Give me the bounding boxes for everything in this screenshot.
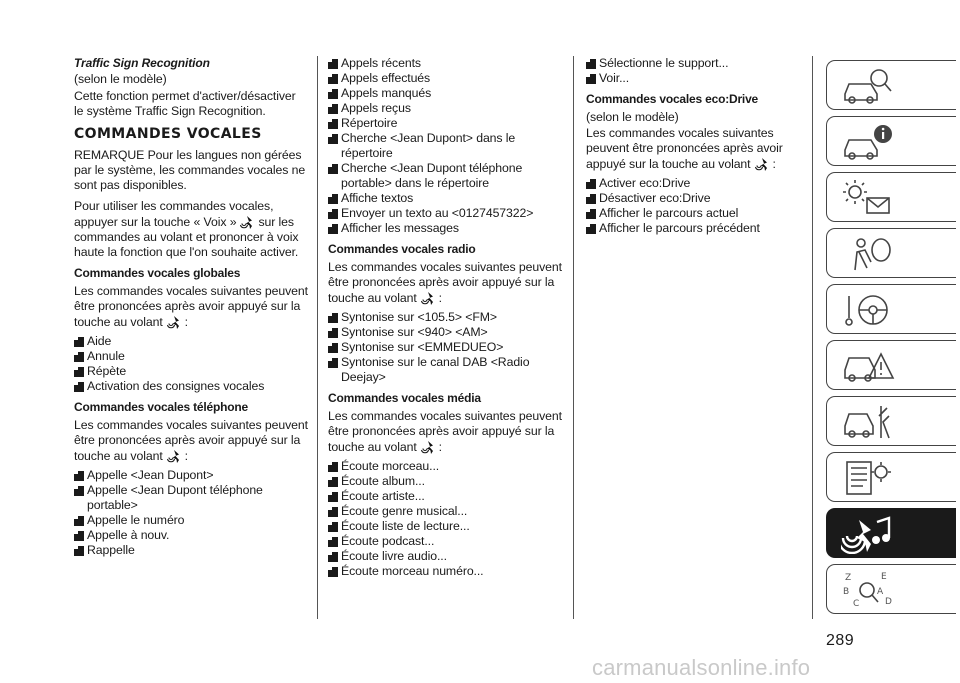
bullet-icon: [328, 164, 338, 174]
list-item-text: Écoute livre audio...: [341, 549, 447, 563]
bullet-icon: [586, 74, 596, 84]
svg-text:C: C: [853, 599, 860, 609]
bullet-icon: [586, 194, 596, 204]
list-item: [328, 504, 564, 519]
global-commands-list: [74, 334, 308, 394]
tab-specs-gear[interactable]: [826, 452, 956, 502]
list-item: [586, 56, 798, 71]
bullet-icon: [74, 471, 84, 481]
tab-steering-key[interactable]: [826, 284, 956, 334]
list-item: [74, 543, 308, 558]
specs-gear-icon: [841, 458, 895, 498]
list-item-text: Sélectionne le support...: [599, 56, 729, 70]
list-item-text: Appels effectués: [341, 71, 431, 85]
list-item-text: Activation des consignes vocales: [87, 379, 265, 393]
list-item-text: Appelle <Jean Dupont téléphone portable>: [87, 483, 263, 512]
list-item-text: Syntonise sur <105.5> <FM>: [341, 310, 497, 324]
bullet-icon: [74, 367, 84, 377]
bullet-icon: [328, 462, 338, 472]
list-item-text: Écoute album...: [341, 474, 425, 488]
tab-car-tools[interactable]: [826, 396, 956, 446]
phone-intro: Les commandes vocales suivantes peuvent être prononcées après avoir appuyé sur la touche au volant: [74, 418, 308, 463]
list-item-text: Afficher les messages: [341, 221, 459, 235]
bullet-icon: [328, 89, 338, 99]
usage-before: Pour utiliser les commandes vocales, appuyer sur la touche « Voix »: [74, 199, 274, 229]
list-item-text: Affiche textos: [341, 191, 414, 205]
bullet-icon: [74, 486, 84, 496]
bullet-icon: [586, 59, 596, 69]
radio-intro: Les commandes vocales suivantes peuvent être prononcées après avoir appuyé sur la touche au volant: [328, 260, 562, 305]
colon: :: [184, 449, 188, 463]
column-divider-3: [812, 56, 813, 619]
media-intro: Les commandes vocales suivantes peuvent être prononcées après avoir appuyé sur la touche au volant: [328, 409, 562, 454]
list-item-text: Activer eco:Drive: [599, 176, 691, 190]
tab-lights-message[interactable]: [826, 172, 956, 222]
list-item: [586, 221, 798, 236]
remark: REMARQUE Pour les langues non gérées par le système, les commandes vocales ne sont pas disponibles.: [74, 148, 306, 192]
column-1: [74, 56, 308, 564]
global-commands-title: Commandes vocales globales: [74, 266, 241, 280]
tsr-description: Cette fonction permet d'activer/désactiver le système Traffic Sign Recognition.: [74, 89, 296, 118]
steering-key-icon: [841, 290, 895, 330]
airbag-seatbelt-icon: [841, 234, 895, 274]
list-item-text: Désactiver eco:Drive: [599, 191, 711, 205]
eco-model: (selon le modèle): [586, 110, 679, 124]
list-item-text: Appels reçus: [341, 101, 411, 115]
list-item: [328, 116, 564, 131]
list-item-text: Appelle le numéro: [87, 513, 185, 527]
voice-icon: [166, 448, 182, 464]
tab-car-info[interactable]: [826, 116, 956, 166]
colon: :: [184, 315, 188, 329]
list-item: [328, 549, 564, 564]
column-2: [328, 56, 564, 585]
bullet-icon: [74, 531, 84, 541]
list-item-text: Appelle <Jean Dupont>: [87, 468, 214, 482]
media-commands-title: Commandes vocales média: [328, 391, 481, 405]
list-item-text: Afficher le parcours précédent: [599, 221, 760, 235]
list-item-text: Appels manqués: [341, 86, 432, 100]
alphabet-index-icon: [841, 570, 895, 610]
list-item: [328, 325, 564, 340]
list-item-text: Afficher le parcours actuel: [599, 206, 739, 220]
list-item: [328, 131, 564, 161]
phone-commands-list: [74, 468, 308, 558]
list-item-text: Écoute liste de lecture...: [341, 519, 470, 533]
list-item: [328, 191, 564, 206]
bullet-icon: [328, 567, 338, 577]
list-item-text: Écoute morceau numéro...: [341, 564, 484, 578]
list-item: [586, 206, 798, 221]
bullet-icon: [328, 507, 338, 517]
list-item: [328, 355, 564, 385]
bullet-icon: [328, 134, 338, 144]
list-item: [328, 489, 564, 504]
tab-alphabet-index[interactable]: [826, 564, 956, 614]
lights-message-icon: [841, 178, 895, 218]
list-item: [586, 71, 798, 86]
tab-airbag-seatbelt[interactable]: [826, 228, 956, 278]
list-item: [328, 459, 564, 474]
car-info-icon: [841, 122, 895, 162]
bullet-icon: [328, 74, 338, 84]
voice-icon: [754, 156, 770, 172]
svg-text:D: D: [885, 597, 892, 607]
bullet-icon: [328, 104, 338, 114]
tab-car-warning[interactable]: [826, 340, 956, 390]
global-intro: Les commandes vocales suivantes peuvent être prononcées après avoir appuyé sur la touche au volant: [74, 284, 308, 329]
list-item-text: Aide: [87, 334, 112, 348]
colon: :: [772, 157, 776, 171]
car-search-icon: [841, 66, 895, 106]
list-item: [328, 564, 564, 579]
list-item-text: Annule: [87, 349, 125, 363]
list-item-text: Répète: [87, 364, 127, 378]
media-intro-paragraph: [328, 409, 564, 455]
bullet-icon: [586, 209, 596, 219]
bullet-icon: [328, 209, 338, 219]
list-item-text: Répertoire: [341, 116, 398, 130]
bullet-icon: [328, 537, 338, 547]
list-item-text: Envoyer un texto au <0127457322>: [341, 206, 534, 220]
phone-commands-list-continued: [328, 56, 564, 236]
bullet-icon: [328, 522, 338, 532]
list-item-text: Écoute podcast...: [341, 534, 435, 548]
bullet-icon: [328, 552, 338, 562]
tsr-title: Traffic Sign Recognition: [74, 56, 210, 70]
list-item: [328, 71, 564, 86]
colon: :: [438, 291, 442, 305]
list-item-text: Écoute genre musical...: [341, 504, 468, 518]
bullet-icon: [328, 224, 338, 234]
column-3: [586, 56, 798, 242]
bullet-icon: [328, 194, 338, 204]
bullet-icon: [328, 59, 338, 69]
list-item: [328, 340, 564, 355]
svg-text:B: B: [843, 587, 850, 597]
column-divider-1: [317, 56, 318, 619]
eco-intro: Les commandes vocales suivantes peuvent être prononcées après avoir appuyé sur la touche au volant: [586, 126, 783, 171]
media-commands-list: [328, 459, 564, 579]
list-item-text: Appels récents: [341, 56, 421, 70]
list-item: [328, 101, 564, 116]
list-item: [328, 56, 564, 71]
list-item-text: Cherche <Jean Dupont> dans le répertoire: [341, 131, 516, 160]
bullet-icon: [586, 224, 596, 234]
bullet-icon: [586, 179, 596, 189]
usage-after: sur les commandes au volant et prononcer à voix haute la fonction que l'on souhaite activer.: [74, 215, 299, 259]
list-item: [74, 334, 308, 349]
bullet-icon: [74, 352, 84, 362]
list-item-text: Syntonise sur le canal DAB <Radio Deejay>: [341, 355, 530, 384]
list-item-text: Écoute morceau...: [341, 459, 440, 473]
bullet-icon: [74, 546, 84, 556]
list-item: [328, 519, 564, 534]
tab-voice-music[interactable]: [826, 508, 956, 558]
section-title: COMMANDES VOCALES: [74, 126, 262, 142]
radio-commands-title: Commandes vocales radio: [328, 242, 476, 256]
voice-icon: [239, 214, 255, 230]
voice-icon: [420, 290, 436, 306]
list-item: [74, 349, 308, 364]
list-item-text: Appelle à nouv.: [87, 528, 170, 542]
column-divider-2: [573, 56, 574, 619]
bullet-icon: [74, 337, 84, 347]
list-item: [328, 161, 564, 191]
car-warning-icon: [841, 346, 895, 386]
colon: :: [438, 440, 442, 454]
list-item-text: Voir...: [599, 71, 630, 85]
list-item: [74, 483, 308, 513]
svg-text:E: E: [881, 572, 887, 582]
tab-car-search[interactable]: [826, 60, 956, 110]
svg-text:A: A: [877, 587, 884, 597]
radio-commands-list: [328, 310, 564, 385]
media-commands-list-continued: [586, 56, 798, 86]
radio-intro-paragraph: [328, 260, 564, 306]
car-tools-icon: [841, 402, 895, 442]
list-item: [586, 191, 798, 206]
list-item: [328, 474, 564, 489]
watermark: carmanualsonline.info: [592, 655, 811, 680]
list-item: [586, 176, 798, 191]
usage-paragraph: [74, 199, 308, 260]
list-item: [328, 206, 564, 221]
list-item-text: Écoute artiste...: [341, 489, 425, 503]
list-item: [328, 86, 564, 101]
page-number: 289: [826, 632, 855, 649]
eco-drive-commands-list: [586, 176, 798, 236]
eco-drive-commands-title: Commandes vocales eco:Drive: [586, 92, 759, 106]
list-item: [74, 364, 308, 379]
bullet-icon: [328, 328, 338, 338]
list-item: [74, 513, 308, 528]
bullet-icon: [328, 343, 338, 353]
bullet-icon: [328, 492, 338, 502]
bullet-icon: [328, 358, 338, 368]
bullet-icon: [328, 313, 338, 323]
list-item: [328, 221, 564, 236]
bullet-icon: [74, 382, 84, 392]
voice-icon: [166, 314, 182, 330]
list-item-text: Rappelle: [87, 543, 135, 557]
bullet-icon: [74, 516, 84, 526]
phone-intro-paragraph: [74, 418, 308, 464]
voice-music-icon: [841, 514, 895, 554]
tsr-model: (selon le modèle): [74, 72, 167, 86]
list-item-text: Syntonise sur <940> <AM>: [341, 325, 488, 339]
list-item: [74, 528, 308, 543]
voice-icon: [420, 439, 436, 455]
list-item: [328, 534, 564, 549]
list-item: [328, 310, 564, 325]
list-item: [74, 468, 308, 483]
bullet-icon: [328, 119, 338, 129]
list-item: [74, 379, 308, 394]
phone-commands-title: Commandes vocales téléphone: [74, 400, 248, 414]
global-intro-paragraph: [74, 284, 308, 330]
bullet-icon: [328, 477, 338, 487]
eco-intro-paragraph: [586, 126, 798, 172]
svg-text:Z: Z: [845, 573, 852, 583]
list-item-text: Cherche <Jean Dupont téléphone portable> dans le répertoire: [341, 161, 523, 190]
list-item-text: Syntonise sur <EMMEDUEO>: [341, 340, 504, 354]
